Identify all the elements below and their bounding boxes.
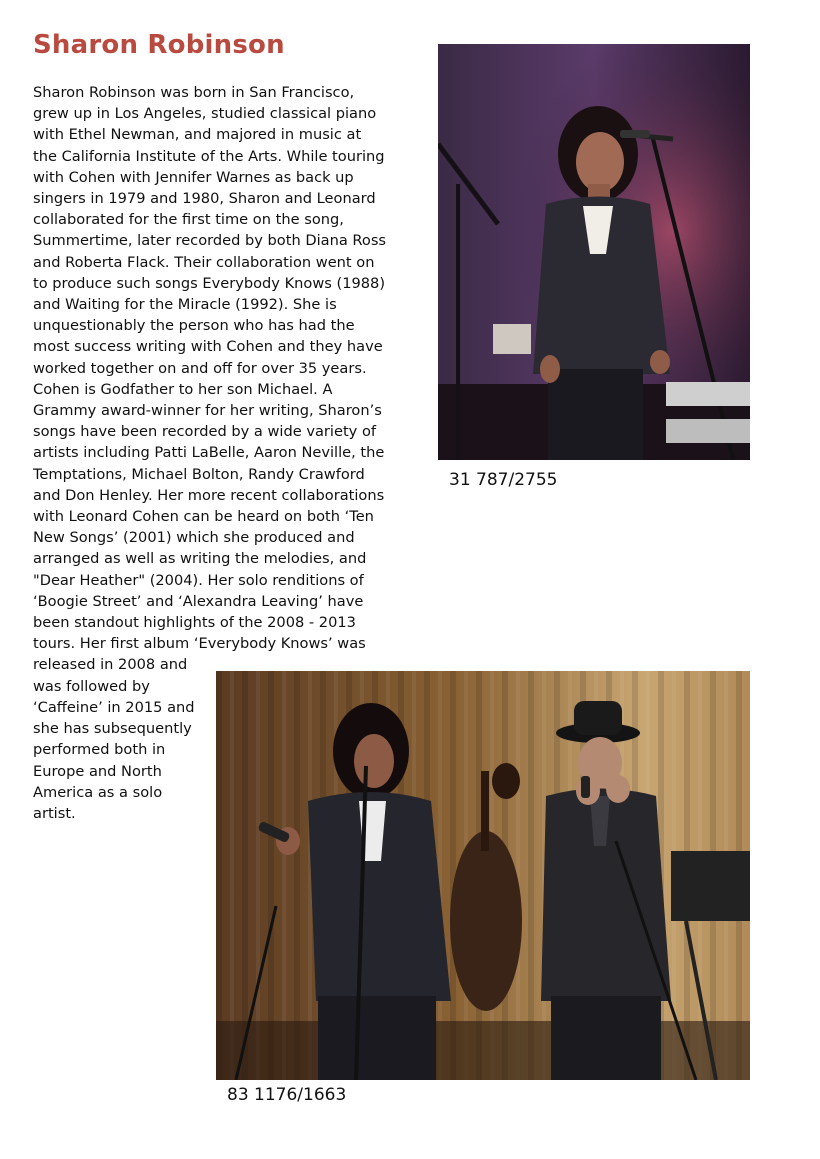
text-line: Europe and North xyxy=(33,762,162,780)
text-line: and Don Henley. Her more recent collaborations xyxy=(33,486,385,504)
text-line: Summertime, later recorded by both Diana Ross xyxy=(33,232,387,250)
text-line: most success writing with Cohen and they have xyxy=(33,338,383,356)
text-line: was followed by xyxy=(33,677,150,695)
text-line: Sharon Robinson was born in San Francisco, xyxy=(33,84,355,101)
text-line: grew up in Los Angeles, studied classical piano xyxy=(33,105,377,123)
text-line: ‘Boogie Street’ and ‘Alexandra Leaving’ have xyxy=(33,592,364,610)
text-line: Grammy award-winner for her writing, Sharon’s xyxy=(33,402,382,420)
text-line: collaborated for the first time on the song, xyxy=(33,211,344,229)
text-line: America as a solo xyxy=(33,783,163,801)
text-line: New Songs’ (2001) which she produced and xyxy=(33,529,355,547)
text-line: with Cohen with Jennifer Warnes as back up xyxy=(33,168,354,186)
photo-caption: 31 787/2755 xyxy=(449,470,558,490)
text-line: singers in 1979 and 1980, Sharon and Leonard xyxy=(33,190,376,208)
text-line: "Dear Heather" (2004). Her solo renditions of xyxy=(33,571,364,589)
text-line: Cohen is Godfather to her son Michael. A xyxy=(33,380,333,398)
text-line: she has subsequently xyxy=(33,720,192,738)
text-line: arranged as well as writing the melodies, and xyxy=(33,550,367,568)
text-line: with Leonard Cohen can be heard on both ‘Ten xyxy=(33,508,374,526)
text-line: to produce such songs Everybody Knows (1988) xyxy=(33,274,386,292)
text-line: the California Institute of the Arts. While touring xyxy=(33,147,385,165)
text-line: artist. xyxy=(33,804,76,822)
text-line: performed both in xyxy=(33,741,166,759)
photo-sharon-robinson-leonard-cohen-duet xyxy=(216,671,750,1080)
text-line: worked together on and off for over 35 years. xyxy=(33,359,367,377)
page-title: Sharon Robinson xyxy=(33,30,285,60)
photo-caption: 83 1176/1663 xyxy=(227,1085,347,1105)
text-line: released in 2008 and xyxy=(33,656,188,674)
photo-sharon-robinson-stage xyxy=(438,44,750,460)
text-line: songs have been recorded by a wide variety of xyxy=(33,423,377,441)
text-line: Temptations, Michael Bolton, Randy Crawford xyxy=(33,465,365,483)
text-line: ‘Caffeine’ in 2015 and xyxy=(33,698,195,716)
text-line: artists including Patti LaBelle, Aaron Neville, the xyxy=(33,444,385,462)
text-line: been standout highlights of the 2008 - 2013 xyxy=(33,614,356,632)
text-line: tours. Her first album ‘Everybody Knows’ was xyxy=(33,635,366,653)
text-line: unquestionably the person who has had the xyxy=(33,317,355,335)
text-line: and Waiting for the Miracle (1992). She is xyxy=(33,296,337,314)
text-line: with Ethel Newman, and majored in music at xyxy=(33,126,362,144)
text-line: and Roberta Flack. Their collaboration went on xyxy=(33,253,375,271)
